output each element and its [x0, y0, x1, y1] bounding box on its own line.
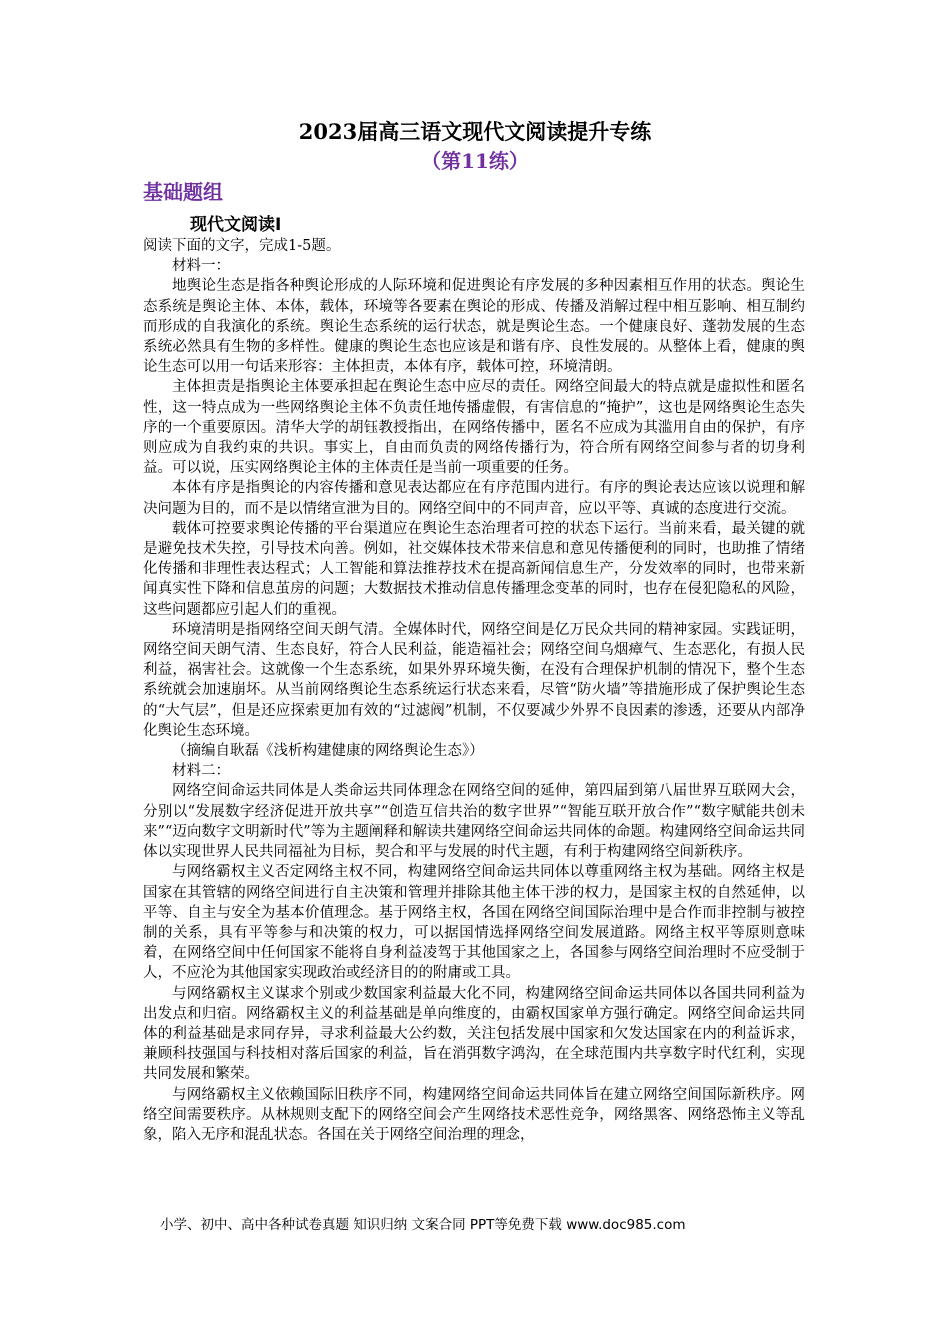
material-one-paragraph: 主体担责是指舆论主体要承担起在舆论生态中应尽的责任。网络空间最大的特点就是虚拟性和匿名性，这一特点成为一些网络舆论主体不负责任地传播虚假，有害信息的“掩护”，这也是网络舆论生态失序的一个重要原因。清华大学的胡钰教授指出，在网络传播中，匿名不应成为其滥用自由的保护，有序则应成为自我约束的共识。事实上，自由而负责的网络传播行为，符合所有网络空间参与者的切身利益。可以说，压实网络舆论主体的主体责任是当前一项重要的任务。 [143, 379, 805, 477]
instruction-text: 阅读下面的文字，完成1-5题。 [143, 238, 341, 254]
material-one-paragraph: 本体有序是指舆论的内容传播和意见表达都应在有序范围内进行。有序的舆论表达应该以说理和解决问题为目的，而不是以情绪宣泄为目的。网络空间中的不同声音，应以平等、真诚的态度进行交流。 [143, 480, 805, 517]
material-two-paragraph: 网络空间命运共同体是人类命运共同体理念在网络空间的延伸，第四届到第八届世界互联网大会，分别以“发展数字经济促进开放共享”“创造互信共治的数字世界”“智能互联开放合作”“数字赋能共创未来”“迈向数字文明新时代”等为主题阐释和解读共建网络空间命运共同体的命题。构建网络空间命运共同体以实现世界人民共同福祉为目标，契合和平与发展的时代主题，有利于构建网络空间新秩序。 [143, 783, 805, 861]
material-one-paragraph: 载体可控要求舆论传播的平台渠道应在舆论生态治理者可控的状态下运行。当前来看，最关键的就是避免技术失控，引导技术向善。例如，社交媒体技术带来信息和意见传播便利的同时，也助推了情绪化传播和非理性表达程式；人工智能和算法推荐技术在提高新闻信息生产，分发效率的同时，也带来新闻真实性下降和信息茧房的问题；大数据技术推动信息传播理念变革的同时，也存在侵犯隐私的风险，这些问题都应引起人们的重视。 [143, 520, 805, 618]
section-heading: 基础题组 [143, 180, 223, 204]
material-two-paragraph: 与网络霸权主义谋求个别或少数国家利益最大化不同，构建网络空间命运共同体以各国共同利益为出发点和归宿。网络霸权主义的利益基础是单向维度的，由霸权国家单方强行确定。网络空间命运共同体的利益基础是求同存异，寻求利益最大公约数，关注包括发展中国家和欠发达国家在内的利益诉求，兼顾科技强国与科技相对落后国家的利益，旨在消弭数字鸿沟，在全球范围内共享数字时代红利，实现共同发展和繁荣。 [143, 985, 805, 1083]
material-two-paragraph: 与网络霸权主义依赖国际旧秩序不同，构建网络空间命运共同体旨在建立网络空间国际新秩序。网络空间需要秩序。从林规则支配下的网络空间会产生网络技术恶性竞争，网络黑客、网络恐怖主义等乱象，陷入无序和混乱状态。各国在关于网络空间治理的理念， [143, 1086, 805, 1143]
material-one-paragraph: 地舆论生态是指各种舆论形成的人际环境和促进舆论有序发展的多种因素相互作用的状态。舆论生态系统是舆论主体、本体，载体，环境等各要素在舆论的形成、传播及消解过程中相互影响、相互制约而形成的自我演化的系统。舆论生态系统的运行状态，就是舆论生态。一个健康良好、蓬勃发展的生态系统必然具有生物的多样性。健康的舆论生态也应该是和谐有序、良性发展的。从整体上看，健康的舆论生态可以用一句话来形容：主体担责，本体有序，载体可控，环境清朗。 [143, 278, 805, 376]
footer-text: 小学、初中、高中各种试卷真题 知识归纳 文案合同 PPT等免费下载 www.doc985.com [160, 1217, 686, 1233]
page-subtitle: （第11练） [421, 149, 529, 173]
material-two-label: 材料二： [172, 763, 230, 780]
page-title: 2023届高三语文现代文阅读提升专练 [298, 119, 652, 144]
material-one-paragraph: 环境清明是指网络空间天朗气清。全媒体时代，网络空间是亿万民众共同的精神家园。实践证明，网络空间天朗气清、生态良好，符合人民利益，能造福社会；网络空间乌烟瘴气、生态恶化，有损人民利益，祸害社会。这就像一个生态系统，如果外界环境失衡，在没有合理保护机制的情况下，整个生态系统就会加速崩坏。从当前网络舆论生态系统运行状态来看，尽管“防火墙”等措施形成了保护舆论生态的“大气层”，但是还应探索更加有效的“过滤阀”机制，不仅要减少外界不良因素的渗透，还要从内部净化舆论生态环境。 [143, 621, 805, 739]
material-two-paragraph: 与网络霸权主义否定网络主权不同，构建网络空间命运共同体以尊重网络主权为基础。网络主权是国家在其管辖的网络空间进行自主决策和管理并排除其他主体干涉的权力，是国家主权的自然延伸，以平等、自主与安全为基本价值理念。基于网络主权，各国在网络空间国际治理中是合作而非控制与被控制的关系，具有平等参与和决策的权力，可以据国情选择网络空间发展道路。网络主权平等原则意味着，在网络空间中任何国家不能将自身利益凌驾于其他国家之上，各国参与网络空间治理时不应受制于人，不应沦为其他国家实现政治或经济目的的附庸或工具。 [143, 864, 805, 982]
document-body [143, 236, 805, 1145]
material-one-label: 材料一： [172, 258, 230, 275]
material-one-source: （摘编自耿磊《浅析构建健康的网络舆论生态》） [172, 743, 484, 760]
subsection-heading: 现代文阅读Ⅰ [190, 215, 282, 235]
